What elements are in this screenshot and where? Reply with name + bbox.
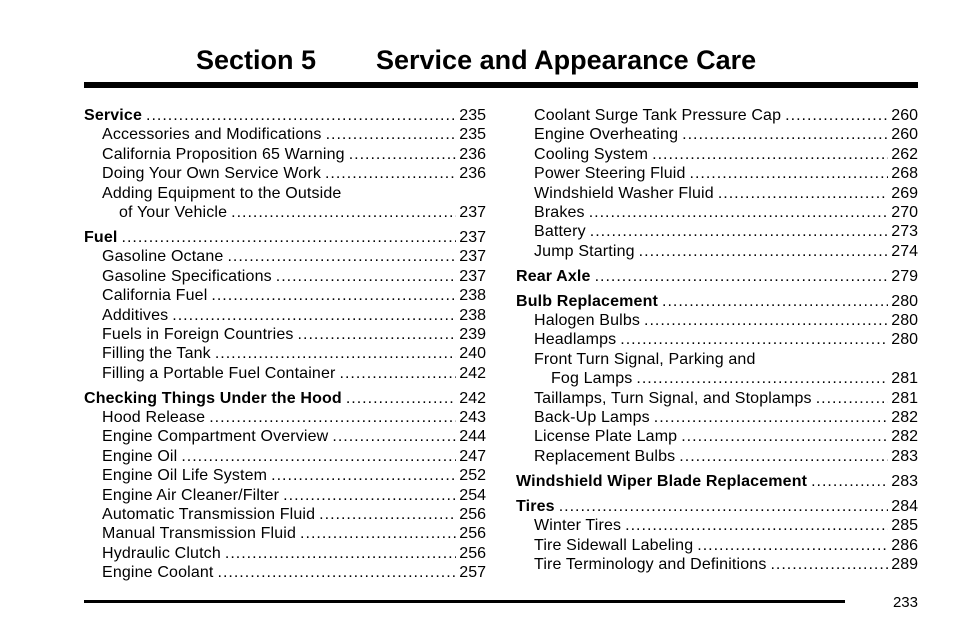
toc-entry-label: Front Turn Signal, Parking and — [534, 350, 756, 368]
toc-entry-page: 236 — [459, 165, 486, 183]
toc-entry-page: 240 — [459, 345, 486, 363]
toc-entry-page: 260 — [891, 107, 918, 124]
dot-leader — [662, 292, 888, 311]
toc-entry — [84, 544, 486, 563]
dot-leader — [654, 408, 889, 427]
dot-leader — [682, 125, 888, 144]
toc-entry-page: 283 — [891, 447, 918, 465]
toc-entry-label: Brakes — [534, 203, 585, 221]
toc-entry-page: 244 — [459, 428, 486, 446]
toc-entry-page: 282 — [891, 409, 918, 427]
toc-entry-label: Windshield Washer Fluid — [534, 184, 714, 202]
dot-leader — [146, 106, 456, 125]
dot-leader — [326, 125, 457, 144]
toc-entry-page: 274 — [891, 242, 918, 260]
section-number: Section 5 — [196, 45, 317, 75]
toc-entry-label: Headlamps — [534, 331, 617, 349]
dot-leader — [181, 447, 456, 466]
dot-leader — [652, 145, 888, 164]
toc-entry-label: Engine Compartment Overview — [102, 428, 329, 446]
toc-entry-page: 236 — [459, 145, 486, 163]
toc-entry — [84, 325, 486, 344]
dot-leader — [625, 516, 888, 535]
toc-entry-page: 285 — [891, 517, 918, 535]
toc-entry-page: 237 — [459, 248, 486, 266]
toc-entry-label: Filling the Tank — [102, 345, 211, 363]
toc-entry-page: 286 — [891, 536, 918, 554]
toc-entry — [516, 164, 918, 183]
toc-entry-page: 289 — [891, 555, 918, 573]
toc-entry-label: Engine Overheating — [534, 126, 679, 144]
toc-entry-label: Replacement Bulbs — [534, 447, 676, 465]
dot-leader — [225, 544, 456, 563]
toc-entry-label: Back-Up Lamps — [534, 409, 650, 427]
toc-entry-label: Additives — [102, 306, 169, 324]
dot-leader — [300, 524, 456, 543]
toc-entry-page: 238 — [459, 287, 486, 305]
toc-entry-page: 252 — [459, 467, 486, 485]
toc-entry-page: 280 — [891, 331, 918, 349]
toc-entry-label: Fog Lamps — [551, 370, 633, 388]
toc-entry-page: 238 — [459, 306, 486, 324]
toc-entry — [516, 427, 918, 446]
toc-entry — [516, 106, 918, 125]
toc-entry-label: Hood Release — [102, 409, 206, 427]
toc-entry-page: 281 — [891, 370, 918, 388]
dot-leader — [209, 408, 456, 427]
toc-entry-page: 237 — [459, 203, 486, 221]
dot-leader — [718, 184, 888, 203]
toc-entry-label: Coolant Surge Tank Pressure Cap — [534, 107, 782, 124]
dot-leader — [231, 203, 456, 222]
toc-entry — [516, 408, 918, 427]
toc-entry — [84, 505, 486, 524]
dot-leader — [620, 330, 888, 349]
toc-entry-label: Bulb Replacement — [516, 292, 658, 310]
toc-heading — [516, 472, 918, 491]
dot-leader — [172, 306, 456, 325]
toc-entry — [516, 447, 918, 466]
toc-entry-page: 279 — [891, 267, 918, 285]
toc-entry — [84, 364, 486, 383]
dot-leader — [785, 106, 888, 125]
dot-leader — [325, 164, 456, 183]
toc-column-right — [516, 106, 918, 574]
toc-entry-label: Hydraulic Clutch — [102, 544, 221, 562]
toc-entry-label: Service — [84, 107, 142, 124]
toc-entry — [516, 389, 918, 408]
dot-leader — [816, 389, 889, 408]
dot-leader — [218, 563, 457, 582]
toc-heading — [516, 292, 918, 311]
toc-entry-label: Accessories and Modifications — [102, 126, 322, 144]
dot-leader — [595, 267, 889, 286]
toc-entry-page: 254 — [459, 486, 486, 504]
toc-entry-page: 256 — [459, 544, 486, 562]
toc-entry-label: California Fuel — [102, 287, 208, 305]
toc-entry-label: Doing Your Own Service Work — [102, 165, 321, 183]
toc-entry — [84, 145, 486, 164]
dot-leader — [349, 145, 457, 164]
toc-entry — [84, 306, 486, 325]
toc-entry-page: 239 — [459, 325, 486, 343]
toc-entry-page: 257 — [459, 564, 486, 582]
toc-entry — [516, 350, 918, 369]
dot-leader — [319, 505, 456, 524]
dot-leader — [639, 242, 889, 261]
toc-entry-page: 247 — [459, 447, 486, 465]
dot-leader — [211, 286, 456, 305]
toc-entry-label: Gasoline Specifications — [102, 267, 272, 285]
dot-leader — [811, 472, 888, 491]
toc-entry-label: License Plate Lamp — [534, 428, 678, 446]
toc-entry — [516, 311, 918, 330]
section-header — [0, 40, 954, 80]
toc-entry — [84, 184, 486, 203]
dot-leader — [215, 344, 456, 363]
dot-leader — [644, 311, 888, 330]
toc-entry-label: Fuels in Foreign Countries — [102, 325, 294, 343]
toc-entry — [516, 222, 918, 241]
toc-entry — [516, 203, 918, 222]
dot-leader — [681, 427, 888, 446]
toc-entry-label: Tires — [516, 497, 555, 515]
toc-entry-label: Power Steering Fluid — [534, 165, 686, 183]
toc-entry-page: 283 — [891, 472, 918, 490]
toc-entry — [84, 286, 486, 305]
toc-entry-label: Halogen Bulbs — [534, 312, 641, 330]
toc-entry-page: 235 — [459, 107, 486, 124]
toc-entry — [516, 242, 918, 261]
toc-entry-label: Rear Axle — [516, 267, 591, 285]
toc-entry-label: Taillamps, Turn Signal, and Stoplamps — [534, 389, 812, 407]
dot-leader — [298, 325, 457, 344]
toc-entry-page: 243 — [459, 409, 486, 427]
toc-entry-label: Adding Equipment to the Outside — [102, 184, 342, 202]
toc-entry-page: 242 — [459, 364, 486, 382]
toc-entry-page: 262 — [891, 145, 918, 163]
dot-leader — [590, 222, 889, 241]
dot-leader — [276, 267, 457, 286]
toc-entry — [84, 486, 486, 505]
toc-entry — [84, 524, 486, 543]
toc-entry — [84, 247, 486, 266]
toc-entry — [84, 408, 486, 427]
toc-entry — [516, 330, 918, 349]
toc-entry-label: Checking Things Under the Hood — [84, 389, 342, 407]
toc-entry-label: Winter Tires — [534, 517, 622, 535]
toc-entry-label: of Your Vehicle — [119, 203, 228, 221]
section-title: Service and Appearance Care — [376, 45, 757, 75]
toc-entry-label: Engine Coolant — [102, 564, 214, 582]
toc-entry-page: 260 — [891, 126, 918, 144]
toc-entry-label: Windshield Wiper Blade Replacement — [516, 472, 808, 490]
toc-entry-label: Filling a Portable Fuel Container — [102, 364, 336, 382]
toc-entry-page: 242 — [459, 389, 486, 407]
toc-entry-page: 281 — [891, 389, 918, 407]
toc-entry-page: 280 — [891, 312, 918, 330]
toc-entry-page: 256 — [459, 506, 486, 523]
toc-entry — [84, 466, 486, 485]
toc-entry-label: California Proposition 65 Warning — [102, 145, 345, 163]
toc-entry-label: Jump Starting — [534, 242, 635, 260]
dot-leader — [589, 203, 889, 222]
toc-entry-page: 235 — [459, 126, 486, 144]
dot-leader — [122, 228, 457, 247]
toc-entry-label: Gasoline Octane — [102, 248, 224, 266]
toc-entry-label: Automatic Transmission Fluid — [102, 506, 316, 523]
toc-entry — [516, 555, 918, 574]
toc-entry-page: 256 — [459, 525, 486, 543]
toc-entry — [84, 427, 486, 446]
toc-entry-page: 268 — [891, 165, 918, 183]
dot-leader — [227, 247, 456, 266]
toc-entry-page: 282 — [891, 428, 918, 446]
toc-column-left — [84, 106, 486, 583]
toc-entry-page: 237 — [459, 267, 486, 285]
toc-entry-label: Battery — [534, 223, 586, 241]
toc-entry — [84, 164, 486, 183]
toc-entry-label: Cooling System — [534, 145, 649, 163]
toc-entry-label: Engine Air Cleaner/Filter — [102, 486, 280, 504]
dot-leader — [340, 364, 457, 383]
dot-leader — [271, 466, 456, 485]
toc-entry — [84, 125, 486, 144]
dot-leader — [283, 486, 456, 505]
toc-entry-label: Fuel — [84, 228, 118, 246]
toc-entry-label: Engine Oil — [102, 447, 178, 465]
toc-entry — [516, 145, 918, 164]
toc-entry — [84, 267, 486, 286]
toc-entry-page: 284 — [891, 497, 918, 515]
dot-leader — [559, 497, 889, 516]
page-number: 233 — [892, 594, 918, 611]
toc-entry — [516, 125, 918, 144]
footer-rule — [84, 600, 845, 603]
dot-leader — [697, 536, 888, 555]
toc-entry-page: 273 — [891, 223, 918, 241]
toc-entry-page: 270 — [891, 203, 918, 221]
toc-heading — [84, 389, 486, 408]
header-rule — [84, 82, 918, 88]
toc-entry — [516, 184, 918, 203]
toc-entry — [84, 447, 486, 466]
toc-entry-label: Manual Transmission Fluid — [102, 525, 297, 543]
toc-entry-page: 237 — [459, 228, 486, 246]
toc-entry-page: 269 — [891, 184, 918, 202]
toc-entry — [516, 369, 918, 388]
toc-heading — [84, 228, 486, 247]
dot-leader — [679, 447, 888, 466]
dot-leader — [636, 369, 888, 388]
toc-entry-label: Engine Oil Life System — [102, 467, 268, 485]
toc-entry — [84, 344, 486, 363]
toc-entry — [516, 536, 918, 555]
toc-heading — [516, 267, 918, 286]
toc-entry-page: 280 — [891, 292, 918, 310]
toc-entry — [84, 203, 486, 222]
dot-leader — [690, 164, 889, 183]
toc-heading — [516, 497, 918, 516]
dot-leader — [770, 555, 888, 574]
toc-entry — [516, 516, 918, 535]
toc-entry-label: Tire Sidewall Labeling — [534, 536, 694, 554]
toc-entry — [84, 563, 486, 582]
dot-leader — [346, 389, 456, 408]
toc-entry-label: Tire Terminology and Definitions — [534, 555, 767, 573]
dot-leader — [332, 427, 456, 446]
toc-heading — [84, 106, 486, 125]
